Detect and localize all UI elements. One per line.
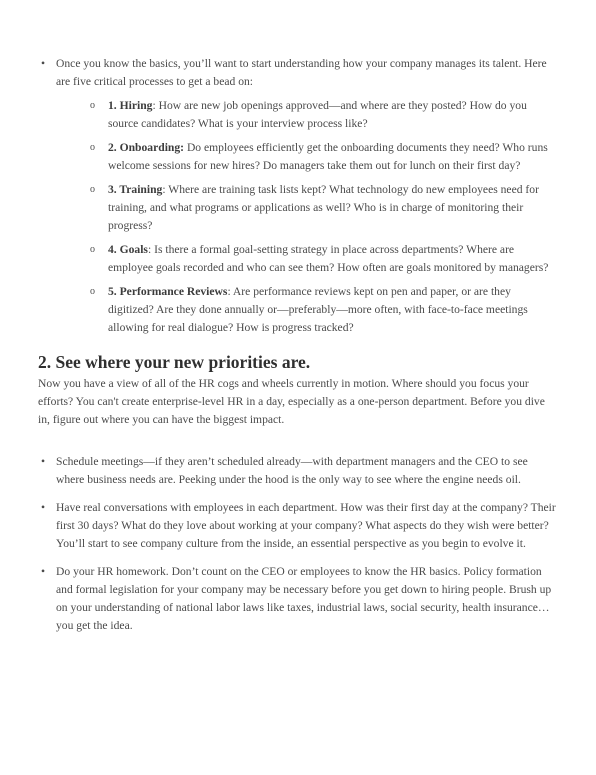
process-text: Is there a formal goal-setting strategy in place across departments? Where are employee goals recorded and who can see them? How often are goals monitored by managers? [108,243,549,274]
sub-bullet-icon: o [90,184,95,195]
sub-bullet-icon: o [90,142,95,153]
section-list [38,453,556,635]
process-title: 3. Training [108,183,163,196]
process-title: 1. Hiring [108,99,153,112]
process-item-goals [90,241,556,277]
sub-bullet-icon: o [90,286,95,297]
sub-bullet-icon: o [90,244,95,255]
process-title: 4. Goals [108,243,148,256]
process-title: 2. Onboarding: [108,141,185,154]
process-text: Where are training task lists kept? What technology do new employees need for training, and what programs or applications as well? Who is in charge of monitoring their progress? [108,183,539,232]
process-text: How are new job openings approved—and where are they posted? How do you source candidates? What is your interview process like? [108,99,527,130]
intro-list [38,55,556,337]
process-list [56,97,556,337]
process-item-hiring [90,97,556,133]
process-sep: : [152,99,159,112]
process-text: Are performance reviews kept on pen and paper, or are they digitized? Are they done annually or—preferably—more often, with face-to-face meetings allowing for real dialogue? How is progress tracked? [108,285,528,334]
process-item-onboarding [90,139,556,175]
list-item [38,453,556,489]
list-item-text: Do your HR homework. Don’t count on the CEO or employees to know the HR basics. Policy formation and formal legislation for your company may be necessary before you get down to hiring people. Brush up on your understanding of national labor laws like taxes, industrial laws, social security, health insurance… you get the idea. [56,565,552,632]
process-sep: : [162,183,169,196]
intro-text: Once you know the basics, you’ll want to start understanding how your company manages its talent. Here are five critical processes to get a bead on: [56,57,547,88]
bullet-icon: • [40,565,46,578]
bullet-icon: • [40,501,46,514]
list-item [38,499,556,553]
sub-bullet-icon: o [90,100,95,111]
process-text: Do employees efficiently get the onboarding documents they need? Who runs welcome sessions for new hires? Do managers take them out for lunch on their first day? [108,141,548,172]
list-item [38,55,556,337]
process-item-training [90,181,556,235]
section-heading: 2. See where your new priorities are. [38,352,311,372]
bullet-icon: • [40,57,46,70]
list-item-text: Schedule meetings—if they aren’t scheduled already—with department managers and the CEO to see where business needs are. Peeking under the hood is the only way to see where the engine needs oil. [56,455,528,486]
process-item-performance-reviews [90,283,556,337]
list-item-text: Have real conversations with employees in each department. How was their first day at the company? Their first 30 days? What do they love about working at your company? What aspects do they wish were better? You’ll start to see company culture from the inside, an essential perspective as you begin to evolve it. [56,501,556,550]
list-item [38,563,556,635]
section-paragraph: Now you have a view of all of the HR cogs and wheels currently in motion. Where should you focus your efforts? You can't create enterprise-level HR in a day, especially as a one-person department. Before you dive in, figure out where you can have the biggest impact. [38,377,545,426]
bullet-icon: • [40,455,46,468]
process-sep: : [147,243,155,256]
process-sep: : [227,285,233,298]
process-title: 5. Performance Reviews [108,285,228,298]
